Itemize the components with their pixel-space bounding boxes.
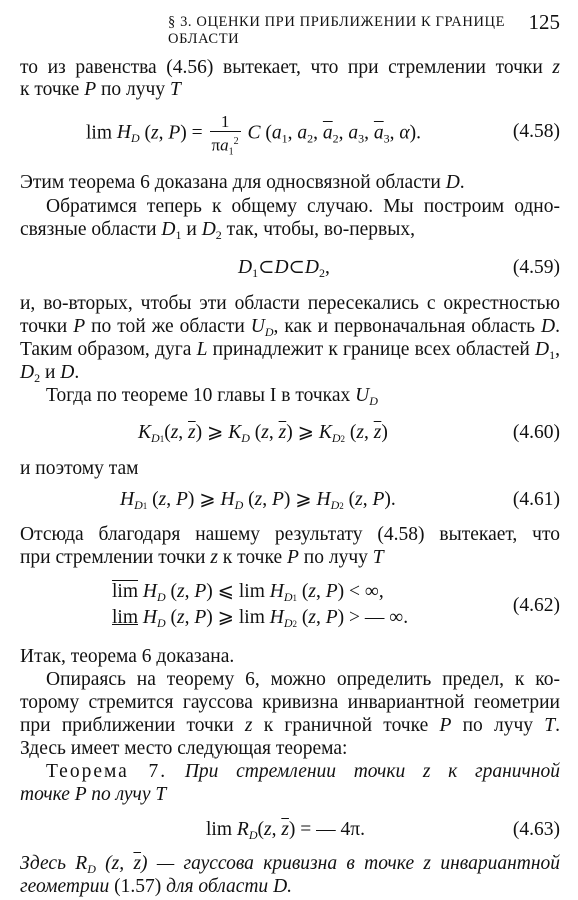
equation-4-63: $\lim R_D(z$, $\overline{z}$) = — 4π. bbox=[206, 819, 366, 842]
theorem-7-heading: Теорема 7. При стремлении точки z к граничной bbox=[46, 761, 560, 782]
text-line-14: Итак, теорема 6 доказана. bbox=[20, 646, 235, 667]
text-line-4: Обратимся теперь к общему случаю. Мы построим одно- bbox=[46, 196, 560, 217]
text-line-13: при стремлении точки z к точке P по лучу T bbox=[20, 547, 384, 568]
text-line-10: Тогда по теореме 10 главы I в точках $U_D$ bbox=[46, 385, 378, 408]
text-line-11: и поэтому там bbox=[20, 458, 139, 479]
equation-number-4-63: (4.63) bbox=[512, 819, 560, 840]
text-line-17: при приближении точки z к граничной точке P по лучу T. bbox=[20, 715, 561, 736]
equation-number-4-61: (4.61) bbox=[512, 489, 560, 510]
text-line-12: Отсюда благодаря нашему результату (4.58) вытекает, что bbox=[20, 524, 560, 545]
text-line-20: точке P по лучу T bbox=[20, 784, 167, 805]
text-line-3: Этим теорема 6 доказана для односвязной области D. bbox=[20, 172, 465, 193]
equation-number-4-59: (4.59) bbox=[512, 257, 560, 278]
text-line-22: геометрии (1.57) для области D. bbox=[20, 876, 293, 897]
text-line-2: к точке P по лучу T bbox=[20, 79, 181, 100]
text-line-16: торому стремится гауссова кривизна инвариантной геометрии bbox=[20, 692, 560, 713]
theorem-label: Теорема 7. bbox=[46, 761, 168, 782]
section-title: § 3. ОЦЕНКИ ПРИ ПРИБЛИЖЕНИИ К ГРАНИЦЕ ОБЛАСТИ bbox=[168, 14, 506, 47]
text-line-6: и, во-вторых, чтобы эти области пересекались с окрестностью bbox=[20, 293, 560, 314]
text-line-18: Здесь имеет место следующая теорема: bbox=[20, 738, 348, 759]
equation-4-61: $H_{D1}$ (z, P) ⩾ $H_D$ (z, P) ⩾ $H_{D2}$ (z, P). bbox=[120, 489, 396, 512]
text-line-5: связные области $D_1$ и $D_2$ так, чтобы, во-первых, bbox=[20, 219, 415, 242]
equation-4-62b: $\lim H_D$ (z, P) ⩾ $\lim H_{D2}$ (z, P) > — ∞. bbox=[112, 607, 409, 630]
running-header bbox=[20, 10, 560, 47]
text-line-7: точки P по той же области $U_D$, как и первоначальная область D. bbox=[20, 316, 560, 339]
text-line-9: $D_2$ и D. bbox=[20, 362, 80, 385]
book-page bbox=[20, 0, 560, 900]
text-line-15: Опираясь на теорему 6, можно определить предел, к ко- bbox=[46, 669, 560, 690]
page-number: 125 bbox=[528, 10, 560, 34]
equation-4-60: $K_{D1}(z$, $\overline{z}$) ⩾ $K_D$ (z, $\overline{z}$) ⩾ $K_{D2}$ (z, $\overline{z}$) bbox=[138, 422, 388, 445]
equation-4-59: $D_1\subset D\subset D_2$, bbox=[238, 257, 330, 280]
equation-number-4-62: (4.62) bbox=[512, 595, 560, 616]
text-line-8: Таким образом, дуга L принадлежит к границе всех областей $D_1$, bbox=[20, 339, 560, 362]
equation-number-4-60: (4.60) bbox=[512, 422, 560, 443]
text-line-1: то из равенства (4.56) вытекает, что при стремлении точки z bbox=[20, 57, 560, 78]
equation-number-4-58: (4.58) bbox=[512, 121, 560, 142]
equation-4-58: $\lim H_D$ (z, P) = $\frac{1}{\pi a_1^2}$ C ($a_1$, $a_2$, $\overline{a}_2$, $a_3$, $\overline{a}_3$, α). bbox=[86, 112, 422, 158]
text-line-21: Здесь $R_D$ (z, $\overline{z}$) — гауссова кривизна в точке z инвариантной bbox=[20, 853, 561, 876]
equation-4-62a: $\overline{lim}$ $H_D$ (z, P) ⩽ $\lim H_{D1}$ (z, P) < ∞, bbox=[112, 581, 384, 604]
